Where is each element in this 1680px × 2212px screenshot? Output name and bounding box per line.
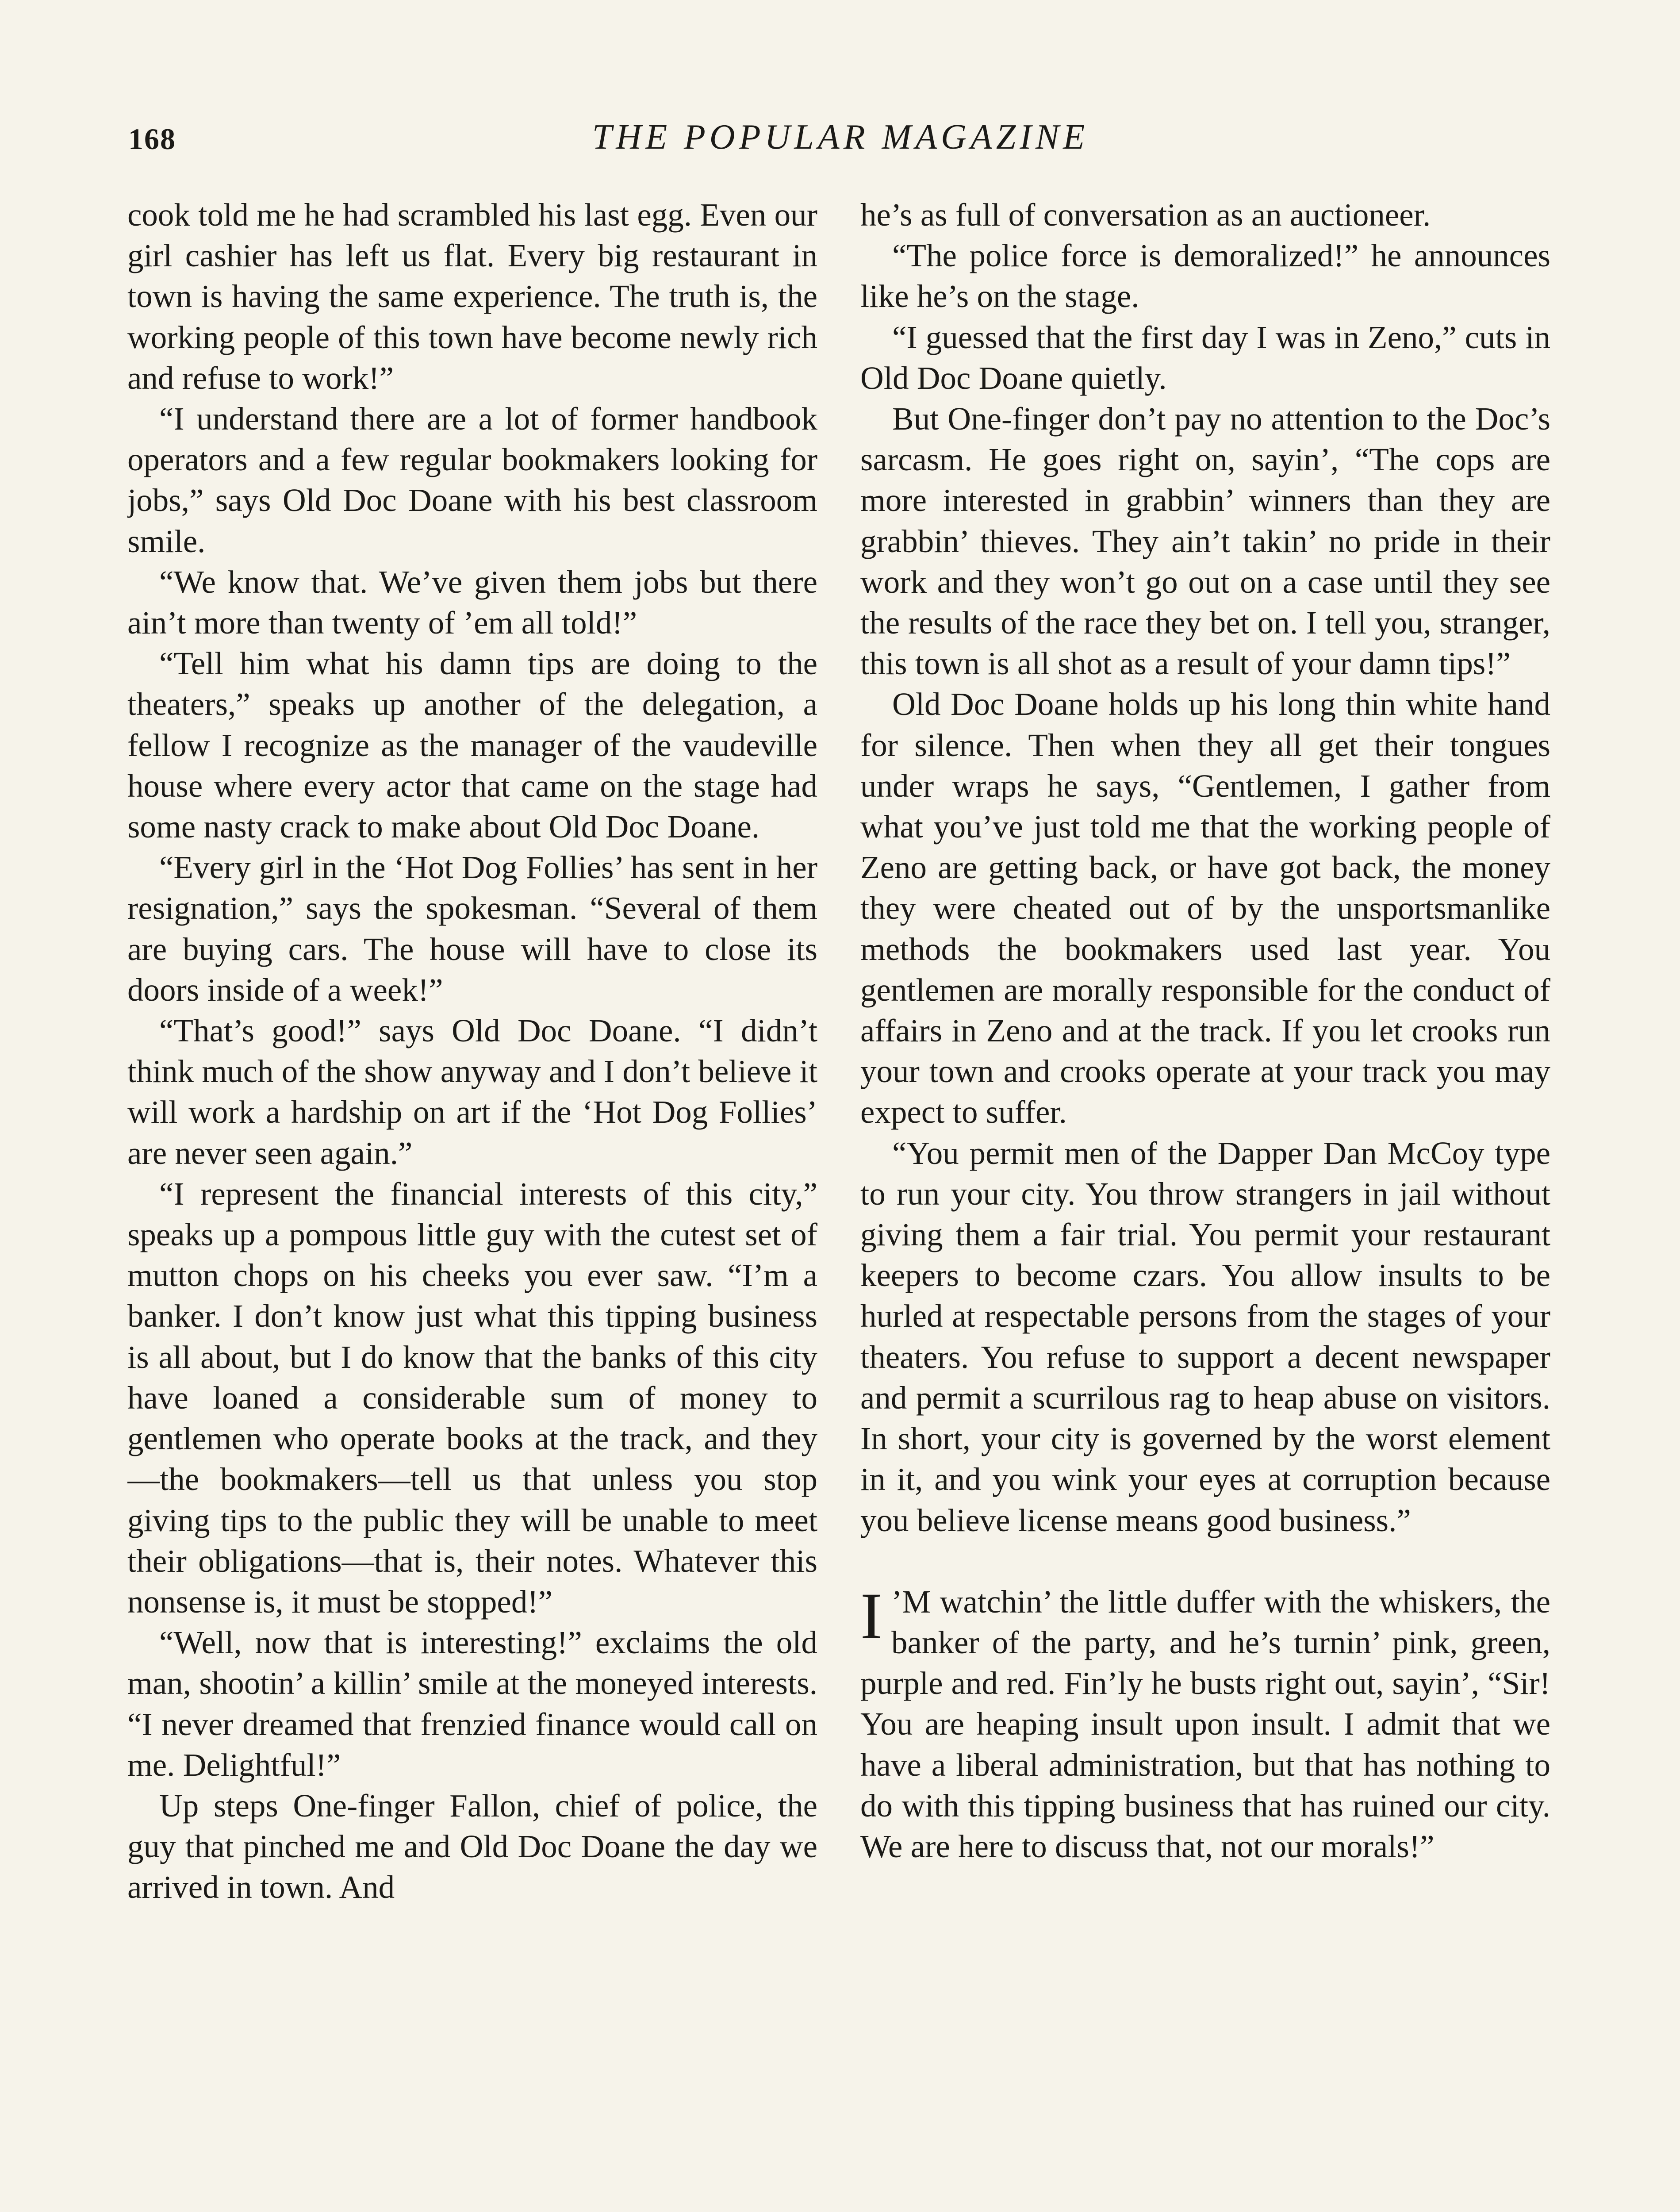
left-column bbox=[127, 195, 817, 2212]
page-number: 168 bbox=[128, 122, 176, 156]
paragraph: “That’s good!” says Old Doc Doane. “I didn’t think much of the show anyway and I don’t believe it will work a hardship on art if the ‘Hot Dog Follies’ are never seen again.” bbox=[127, 1013, 817, 1171]
paragraph: “I represent the financial interests of this city,” speaks up a pompous little guy with the cutest set of mutton chops on his cheeks you ever saw. “I’m a banker. I don’t know just what this tipping business is all about, but I do know that the banks of this city have loaned a considerable sum of money to gentlemen who operate books at the track, and they—the bookmakers—tell us that unless you stop giving tips to the public they will be unable to meet their obligations—that is, their notes. Whatever this nonsense is, it must be stopped!” bbox=[127, 1175, 817, 1620]
paragraph: Up steps One-finger Fallon, chief of police, the guy that pinched me and Old Doc Doane the day we arrived in town. And bbox=[127, 1787, 817, 1905]
section-text: ’M watchin’ the little duffer with the whiskers, the banker of the party, and he’s turnin’ pink, green, purple and red. Fin’ly he busts right out, sayin’, “Sir! You are heaping insult upon insult. I admit that we have a liberal administration, but that has nothing to do with this tipping business that has ruined our city. We are here to discuss that, not our morals!” bbox=[860, 1583, 1550, 1864]
paragraph: “Every girl in the ‘Hot Dog Follies’ has sent in her resignation,” says the spokesman. “Several of them are buying cars. The house will have to close its doors inside of a week!” bbox=[127, 849, 817, 1008]
paragraph: “The police force is demoralized!” he announces like he’s on the stage. bbox=[860, 238, 1550, 315]
paragraph: “You permit men of the Dapper Dan McCoy type to run your city. You throw strangers in jail without giving them a fair trial. You permit your restaurant keepers to become czars. You allow insults to be hurled at respectable persons from the stages of your theaters. You refuse to support a decent newspaper and permit a scurrilous rag to heap abuse on visitors. In short, your city is governed by the worst element in it, and you wink your eyes at corruption because you believe license means good business.” bbox=[860, 1135, 1550, 1538]
paragraph: “I guessed that the first day I was in Zeno,” cuts in Old Doc Doane quietly. bbox=[860, 319, 1550, 396]
running-head: THE POPULAR MAGAZINE bbox=[592, 118, 1089, 157]
paragraph: But One-finger don’t pay no attention to the Doc’s sarcasm. He goes right on, sayin’, “The cops are more interested in grabbin’ winners than they are grabbin’ thieves. They ain’t takin’ no pride in their work and they won’t go out on a case until they see the results of the race they bet on. I tell you, stranger, this town is all shot as a result of your damn tips!” bbox=[860, 401, 1550, 682]
right-column bbox=[860, 195, 1550, 2212]
paragraph: Old Doc Doane holds up his long thin white hand for silence. Then when they all get their tongues under wraps he says, “Gentlemen, I gather from what you’ve just told me that the working people of Zeno are getting back, or have got back, the money they were cheated out of by the unsportsmanlike methods the bookmakers used last year. You gentlemen are morally responsible for the conduct of affairs in Zeno and at the track. If you let crooks run your town and crooks operate at your track you may expect to suffer. bbox=[860, 686, 1550, 1130]
paragraph: “I understand there are a lot of former handbook operators and a few regular bookmakers looking for jobs,” says Old Doc Doane with his best classroom smile. bbox=[127, 401, 817, 559]
section-paragraph bbox=[860, 1579, 1550, 1867]
paragraph: “Tell him what his damn tips are doing to the theaters,” speaks up another of the delegation, a fellow I recognize as the manager of the vaudeville house where every actor that came on the stage had some nasty crack to make about Old Doc Doane. bbox=[127, 645, 817, 845]
page-header bbox=[128, 117, 1553, 166]
paragraph: he’s as full of conversation as an auctioneer. bbox=[860, 197, 1431, 233]
paragraph: “Well, now that is interesting!” exclaims the old man, shootin’ a killin’ smile at the moneyed interests. “I never dreamed that frenzied finance would call on me. Delightful!” bbox=[127, 1624, 817, 1783]
drop-cap: I bbox=[860, 1579, 882, 1653]
paragraph: “We know that. We’ve given them jobs but there ain’t more than twenty of ’em all told!” bbox=[127, 564, 817, 641]
paragraph: cook told me he had scrambled his last egg. Even our girl cashier has left us flat. Every big restaurant in town is having the same experience. The truth is, the working people of this town have become newly rich and refuse to work!” bbox=[127, 197, 817, 396]
